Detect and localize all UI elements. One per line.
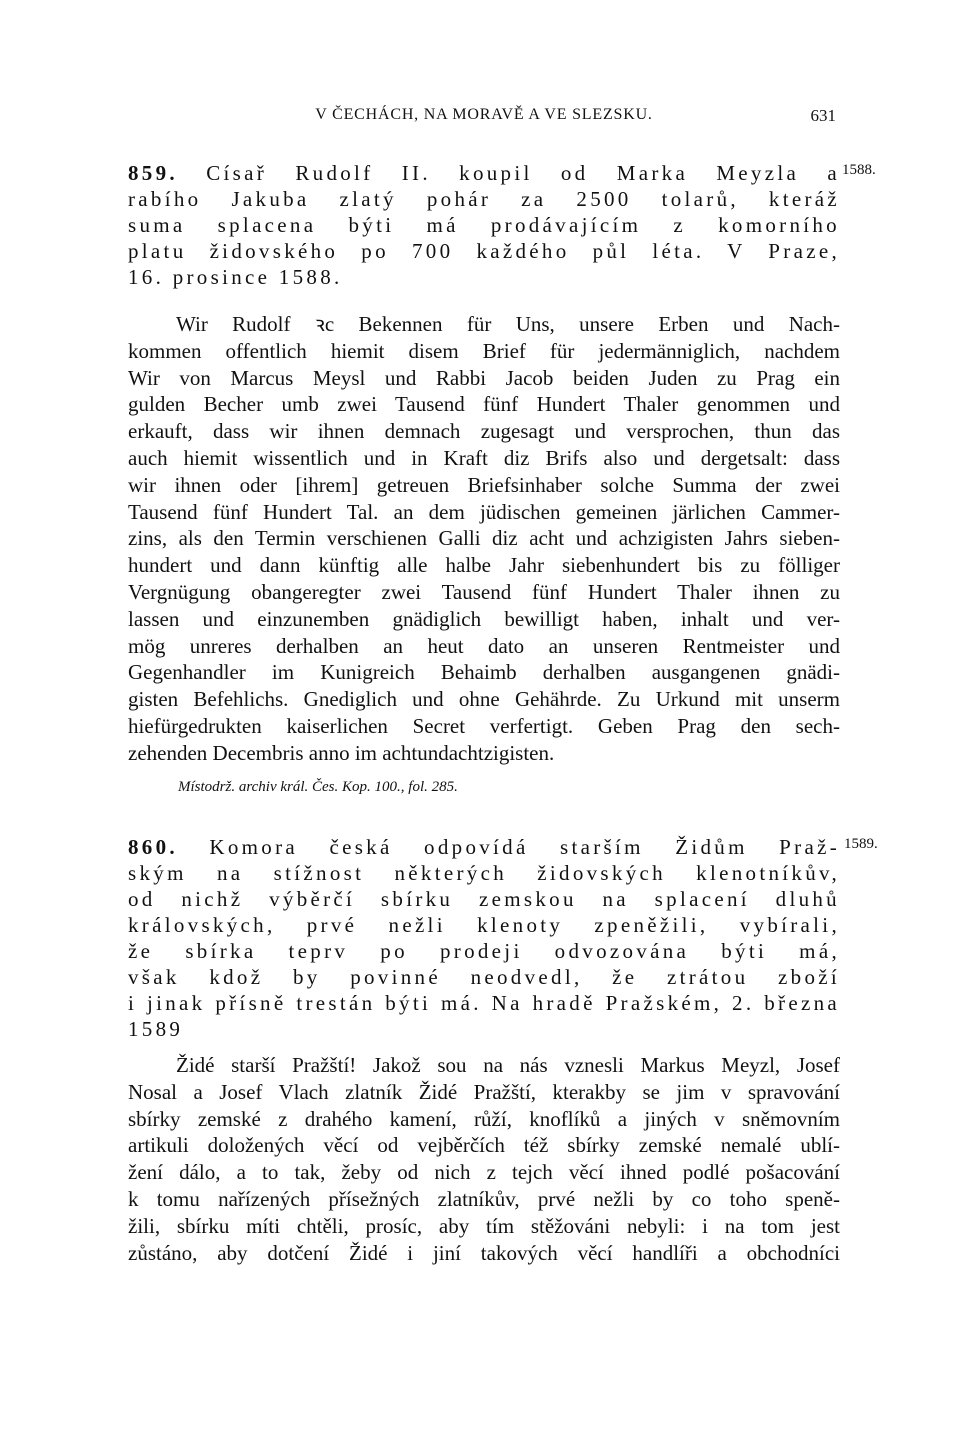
text-line: Židé starší Pražští! Jakož sou na nás vznesli Markus Meyzl, Josef: [176, 1053, 840, 1077]
summary-text: Císař Rudolf II. koupil od Marka Meyzla a: [206, 161, 840, 185]
text-line: Gegenhandler im Kunigreich Behaimb derhalben ausgangenen gnädi-: [128, 660, 840, 685]
entry-number: 860.: [128, 835, 178, 859]
text-line: erkauft, dass wir ihnen demnach zugesagt und versprochen, thun das: [128, 419, 840, 444]
summary-line: [128, 938, 840, 964]
text-line: zins, als den Termin verschienen Galli diz acht und achzigisten Jahrs sieben-: [128, 526, 840, 551]
summary-line: [128, 860, 840, 886]
text-line: mög unreres derhalben an heut dato an unseren Rentmeister und: [128, 633, 840, 658]
text-line: Vergnügung obangeregter zwei Tausend fünf Hundert Thaler ihnen zu: [128, 580, 840, 604]
summary-text: ským na stížnost některých židovských klenotníkův,: [128, 861, 840, 885]
text-line: artikuli doložených věcí od vejběrčích též sbírky zemské nemalé ublí-: [128, 1133, 840, 1158]
page-number: 631: [810, 106, 836, 125]
text-line: Wir von Marcus Meysl und Rabbi Jacob beiden Juden zu Prag ein: [128, 365, 840, 390]
text-line: Tausend fünf Hundert Tal. an dem jüdischen gemeinen järlichen Cammer-: [128, 499, 840, 524]
entry-year-860: 1589.: [844, 836, 878, 852]
text-line: lassen und einzunemben gnädiglich bewilligt haben, inhalt und ver-: [128, 606, 840, 631]
summary-text: od nichž výběrčí sbírku zemskou na splacení dluhů: [128, 887, 840, 911]
text-line: zehenden Decembris anno im achtundachtzigisten.: [128, 740, 555, 765]
summary-text: suma splacena býti má prodávajícím z komorního: [128, 213, 840, 237]
archive-citation: Místodrž. archiv král. Čes. Kop. 100., fol. 285.: [178, 779, 458, 795]
running-title: V ČECHÁCH, NA MORAVĚ A VE SLEZSKU.: [315, 106, 653, 123]
summary-text: královských, prvé nežli klenoty zpeněžili, vybírali,: [128, 913, 840, 937]
summary-line: [128, 1016, 840, 1042]
summary-line: [128, 264, 840, 290]
summary-line: [128, 912, 840, 938]
entry-year-859: 1588.: [842, 162, 876, 178]
summary-text: Komora česká odpovídá starším Židům Praž-: [209, 835, 840, 859]
text-line: žení dálo, a to tak, žeby od nich z tejch věcí ihned podlé pošacování: [128, 1160, 840, 1185]
summary-line: [128, 160, 840, 186]
summary-text: že sbírka teprv po prodeji odvozována býti má,: [128, 939, 840, 963]
summary-line: [128, 834, 840, 860]
text-line: auch hiemit wissentlich und in Kraft diz Brifs also und dergetsalt: dass: [128, 446, 840, 470]
text-line: kommen offentlich hiemit disem Brief für jedermänniglich, nachdem: [128, 338, 840, 363]
text-line: gisten Befehlichs. Gnediglich und ohne Gehährde. Zu Urkund mit unserm: [128, 687, 840, 712]
summary-text: však kdož by povinné neodvedl, že ztrátou zboží: [128, 965, 840, 989]
entry-number: 859.: [128, 161, 178, 185]
summary-line: [128, 186, 840, 212]
summary-text: i jinak přísně trestán býti má. Na hradě Pražském, 2. března: [128, 991, 840, 1015]
text-line: hiefürgedrukten kaiserlichen Secret verfertigt. Geben Prag den sech-: [128, 714, 840, 738]
text-line: Wir Rudolf ꝛc Bekennen für Uns, unsere Erben und Nach-: [176, 312, 840, 336]
text-line: žili, sbírku míti chtěli, prosíc, aby tím stěžováni nebyli: i na tom jest: [128, 1213, 840, 1238]
text-line: wir ihnen oder [ihrem] getreuen Briefsinhaber solche Summa der zwei: [128, 472, 840, 497]
summary-text: rabího Jakuba zlatý pohár za 2500 tolarů, kteráž: [128, 187, 840, 211]
summary-line: [128, 886, 840, 912]
text-line: gulden Becher umb zwei Tausend fünf Hundert Thaler genommen und: [128, 392, 840, 417]
summary-line: [128, 212, 840, 238]
summary-text: 16. prosince 1588.: [128, 265, 343, 289]
summary-line: [128, 990, 840, 1016]
summary-line: [128, 964, 840, 990]
text-line: k tomu nařízených přísežných zlatníkův, prvé nežli by co toho speně-: [128, 1187, 840, 1211]
text-line: zůstáno, aby dotčení Židé i jiní takových věcí handlíři a obchodníci: [128, 1240, 840, 1265]
text-line: hundert und dann künftig alle halbe Jahr siebenhundert bis zu fölliger: [128, 553, 840, 578]
summary-line: [128, 238, 840, 264]
summary-text: platu židovského po 700 každého půl léta. V Praze,: [128, 239, 840, 263]
page-header: [128, 106, 840, 132]
text-line: sbírky zemské z drahého kamení, růží, knoflíků a jiných v sněmovním: [128, 1106, 840, 1131]
text-line: Nosal a Josef Vlach zlatník Židé Pražští, kterakby se jim v spravování: [128, 1079, 840, 1104]
summary-text: 1589: [128, 1017, 184, 1041]
